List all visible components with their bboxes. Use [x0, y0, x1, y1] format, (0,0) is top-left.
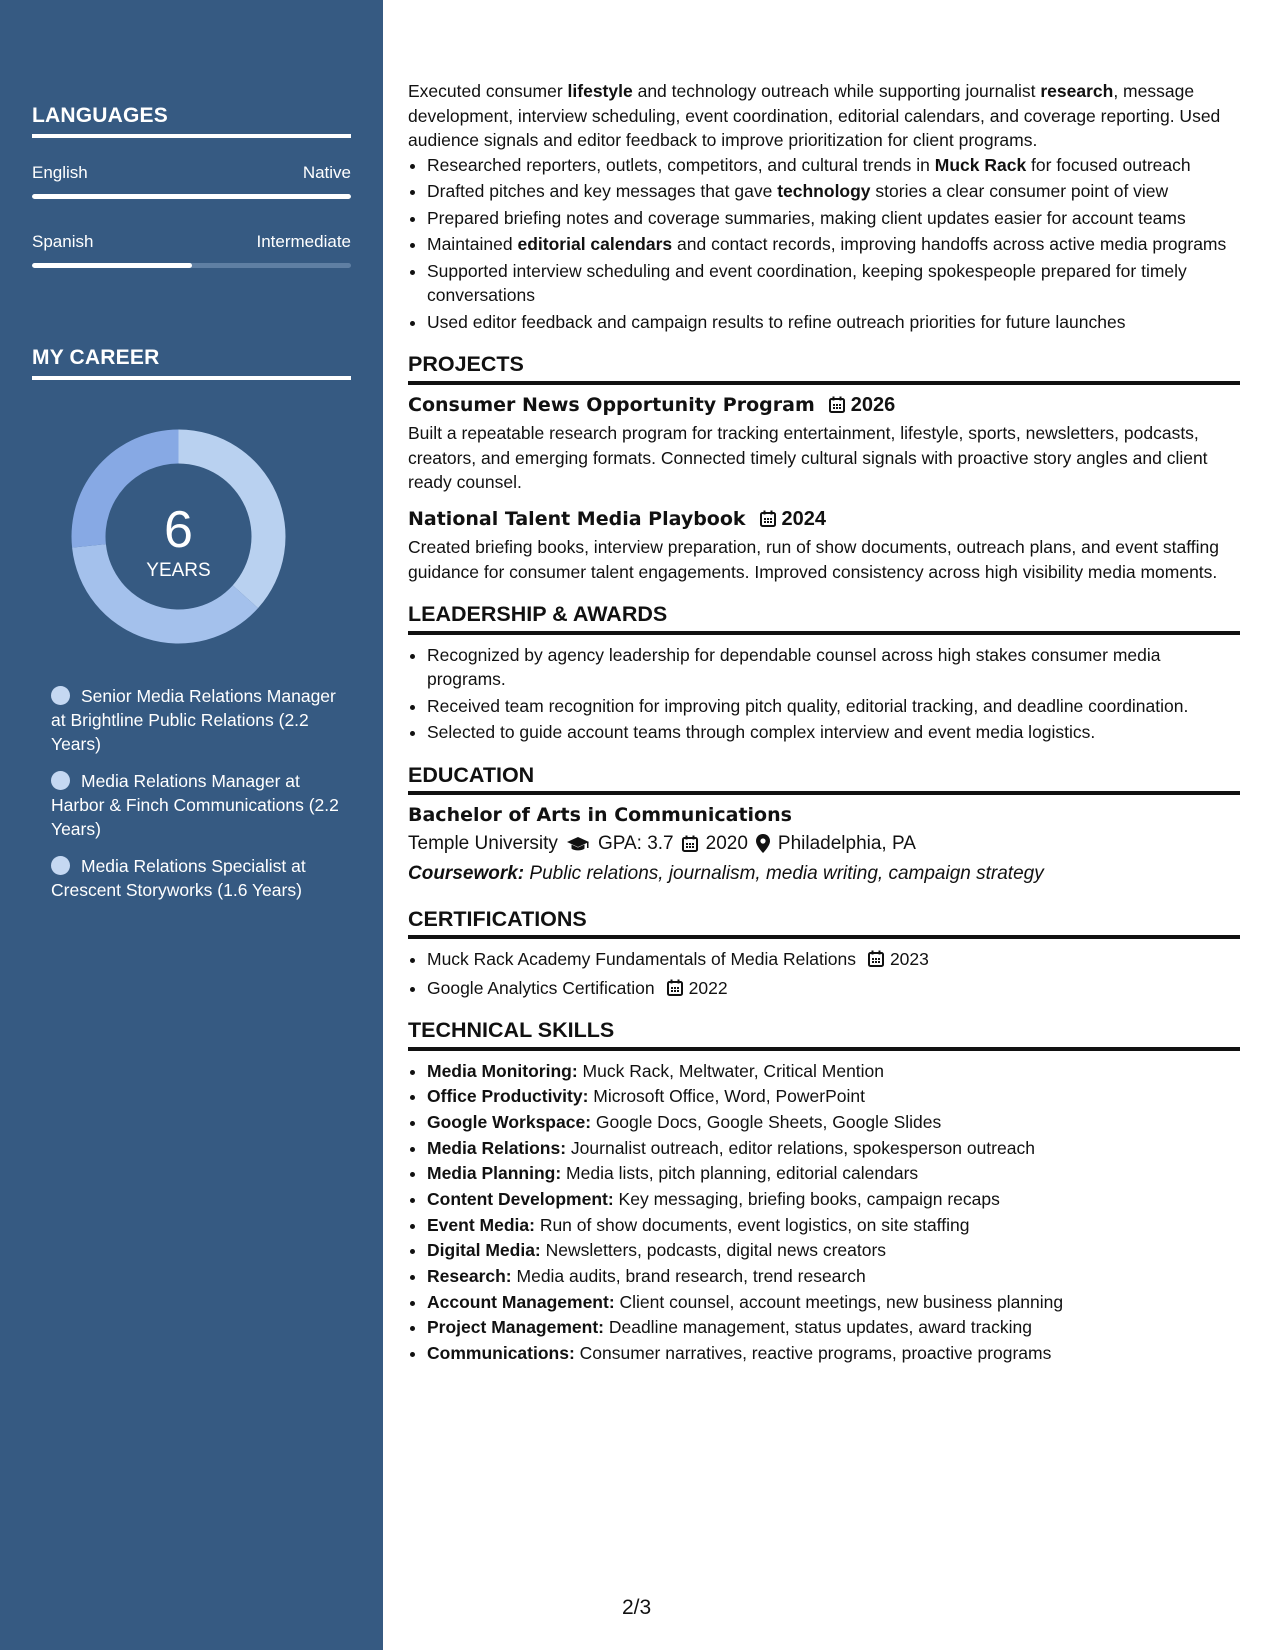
text-run: for focused outreach [1026, 154, 1191, 175]
career-item [51, 854, 341, 902]
skill-item [427, 1059, 1240, 1084]
skill-value: Google Docs, Google Sheets, Google Slides [591, 1111, 942, 1132]
skill-item [427, 1213, 1240, 1238]
experience-summary [408, 79, 1240, 153]
project-title-row [408, 507, 1240, 532]
project-description: Created briefing books, interview preparation, run of show documents, outreach plans, and event staffing guidance for consumer talent engagements. Improved consistency across high visibility media moments. [408, 537, 1219, 582]
skill-item [427, 1290, 1240, 1315]
project-title: National Talent Media Playbook [408, 507, 746, 530]
skills-heading: TECHNICAL SKILLS [408, 1018, 1240, 1051]
coursework-label: Coursework: [408, 863, 525, 884]
emphasis-text: editorial calendars [517, 234, 673, 254]
education-gpa: GPA: 3.7 [597, 832, 674, 854]
project-title: Consumer News Opportunity Program [408, 393, 815, 416]
text-run: Maintained [427, 234, 518, 254]
location-pin-icon [756, 834, 770, 853]
coursework-value: Public relations, journalism, media writing, campaign strategy [524, 863, 1044, 884]
language-level: Native [302, 163, 351, 182]
leadership-heading: LEADERSHIP & AWARDS [408, 602, 1240, 635]
career-years-number: 6 [164, 501, 193, 559]
language-bar-english [32, 194, 351, 199]
skill-item [427, 1187, 1240, 1212]
calendar-icon [868, 950, 884, 967]
language-name: English [32, 163, 88, 182]
sidebar [0, 0, 383, 1650]
emphasis-text: Muck Rack [934, 154, 1027, 175]
certifications-list [408, 947, 1240, 1000]
skill-value: Muck Rack, Meltwater, Critical Mention [577, 1060, 885, 1081]
experience-bullet [427, 179, 1240, 204]
career-item [51, 684, 341, 756]
career-item [51, 769, 341, 841]
skill-value: Key messaging, briefing books, campaign recaps [613, 1188, 1000, 1209]
leadership-list [408, 643, 1240, 745]
experience-bullet [427, 232, 1240, 257]
career-segment [179, 430, 286, 609]
career-item-text: Media Relations Manager at Harbor & Finch Communications (2.2 Years) [51, 771, 339, 839]
career-segment [72, 430, 179, 548]
graduation-cap-icon [566, 835, 590, 853]
skill-item [427, 1315, 1240, 1340]
skill-value: Media audits, brand research, trend research [511, 1266, 866, 1286]
project-year: 2026 [850, 393, 896, 416]
skill-item [427, 1110, 1240, 1135]
leadership-item: • Recognized by agency leadership for dependable counsel across high stakes consumer media programs. [427, 643, 1240, 692]
skill-label: Communications: [427, 1343, 575, 1364]
skill-item [427, 1264, 1240, 1289]
skill-item [427, 1084, 1240, 1109]
skill-label: Office Productivity: [427, 1086, 589, 1107]
skill-item [427, 1136, 1240, 1161]
career-years-unit: YEARS [146, 560, 211, 581]
emphasis-text: research [1040, 81, 1114, 101]
calendar-icon [829, 396, 845, 413]
skill-label: Research: [427, 1266, 512, 1286]
skill-value: Journalist outreach, editor relations, spokesperson outreach [566, 1137, 1035, 1158]
text-run: Used editor feedback and campaign results to refine outreach priorities for future launches [427, 311, 1126, 332]
certification-item [427, 947, 1240, 972]
leadership-item: • Received team recognition for improving pitch quality, editorial tracking, and deadline coordination. [427, 694, 1240, 719]
text-run: and technology outreach while supporting journalist [632, 81, 1041, 101]
language-level: Intermediate [256, 232, 351, 251]
language-bar-fill [32, 194, 351, 199]
education-location: Philadelphia, PA [777, 832, 916, 854]
career-donut-chart [66, 424, 291, 649]
project-item [408, 507, 1240, 585]
project-description: Built a repeatable research program for tracking entertainment, lifestyle, sports, newsletters, podcasts, creators, and emerging formats. Connected timely cultural signals with proactive story angles and client ready counsel. [408, 423, 1208, 492]
calendar-icon [667, 979, 683, 996]
language-name: Spanish [32, 232, 94, 251]
bullet-dot-icon [51, 771, 70, 790]
text-run: Executed consumer [408, 81, 568, 101]
skill-label: Digital Media: [427, 1240, 541, 1261]
projects-heading: PROJECTS [408, 352, 1240, 385]
skill-value: Deadline management, status updates, award tracking [603, 1317, 1033, 1338]
skill-label: Media Relations: [427, 1137, 567, 1158]
skill-item [427, 1341, 1240, 1366]
skill-label: Project Management: [427, 1317, 604, 1338]
certification-name: Google Analytics Certification [427, 977, 655, 998]
project-item [408, 393, 1240, 495]
education-year: 2020 [705, 832, 748, 854]
text-run: Drafted pitches and key messages that gave [427, 181, 778, 201]
certification-item [427, 976, 1240, 1001]
language-bar-fill [32, 263, 192, 268]
certification-name: Muck Rack Academy Fundamentals of Media Relations [427, 949, 856, 969]
skill-value: Newsletters, podcasts, digital news creators [540, 1240, 887, 1261]
languages-heading: LANGUAGES [32, 104, 351, 138]
skill-value: Run of show documents, event logistics, on site staffing [534, 1214, 970, 1235]
emphasis-text: lifestyle [567, 81, 633, 101]
experience-bullet [427, 310, 1240, 335]
skill-label: Google Workspace: [427, 1111, 592, 1132]
text-run: stories a clear consumer point of view [870, 181, 1169, 201]
education-heading: EDUCATION [408, 763, 1240, 796]
skill-label: Media Monitoring: [427, 1060, 578, 1081]
skill-item [427, 1161, 1240, 1186]
language-bar-spanish [32, 263, 351, 268]
text-run: Prepared briefing notes and coverage summaries, making client updates easier for account teams [427, 207, 1186, 228]
experience-bullet [427, 153, 1240, 178]
main-content [408, 79, 1240, 1367]
skill-label: Content Development: [427, 1188, 614, 1209]
skill-label: Event Media: [427, 1214, 535, 1235]
text-run: and contact records, improving handoffs across active media programs [672, 234, 1227, 254]
calendar-icon [682, 835, 698, 852]
experience-bullet [427, 206, 1240, 231]
education-coursework [408, 862, 1240, 887]
bullet-dot-icon [51, 686, 70, 705]
career-heading: MY CAREER [32, 346, 351, 380]
education-degree: Bachelor of Arts in Communications [408, 804, 792, 826]
skill-label: Account Management: [427, 1291, 615, 1312]
certification-year: 2022 [688, 977, 728, 998]
education-details [408, 832, 1240, 857]
calendar-icon [760, 510, 776, 527]
leadership-item: • Selected to guide account teams through complex interview and event media logistics. [427, 720, 1240, 745]
skill-value: Client counsel, account meetings, new business planning [614, 1291, 1064, 1312]
certifications-heading: CERTIFICATIONS [408, 907, 1240, 940]
page-number: 2/3 [622, 1596, 652, 1619]
experience-bullets [408, 153, 1240, 335]
skill-item [427, 1238, 1240, 1263]
career-item-text: Senior Media Relations Manager at Brightline Public Relations (2.2 Years) [51, 686, 336, 754]
skill-value: Media lists, pitch planning, editorial calendars [561, 1163, 919, 1184]
experience-bullet [427, 259, 1240, 308]
project-year: 2024 [781, 507, 827, 530]
bullet-dot-icon [51, 856, 70, 875]
language-row-spanish [32, 232, 351, 252]
skill-value: Consumer narratives, reactive programs, proactive programs [574, 1343, 1052, 1364]
emphasis-text: technology [777, 181, 871, 201]
project-title-row [408, 393, 1240, 418]
text-run: Researched reporters, outlets, competitors, and cultural trends in [427, 154, 935, 175]
certification-year: 2023 [889, 949, 929, 969]
career-item-text: Media Relations Specialist at Crescent Storyworks (1.6 Years) [51, 856, 306, 900]
education-school: Temple University [408, 832, 558, 854]
text-run: , message development, interview scheduling, event coordination, editorial calendars, and coverage reporting. Used audience signals and editor feedback to improve prioritization for client programs. [408, 81, 1221, 150]
skill-label: Media Planning: [427, 1163, 562, 1184]
skills-list [408, 1059, 1240, 1366]
language-row-english [32, 163, 351, 183]
text-run: Supported interview scheduling and event coordination, keeping spokespeople prepared for timely conversations [427, 260, 1187, 305]
career-list [51, 684, 341, 915]
skill-value: Microsoft Office, Word, PowerPoint [588, 1086, 865, 1107]
